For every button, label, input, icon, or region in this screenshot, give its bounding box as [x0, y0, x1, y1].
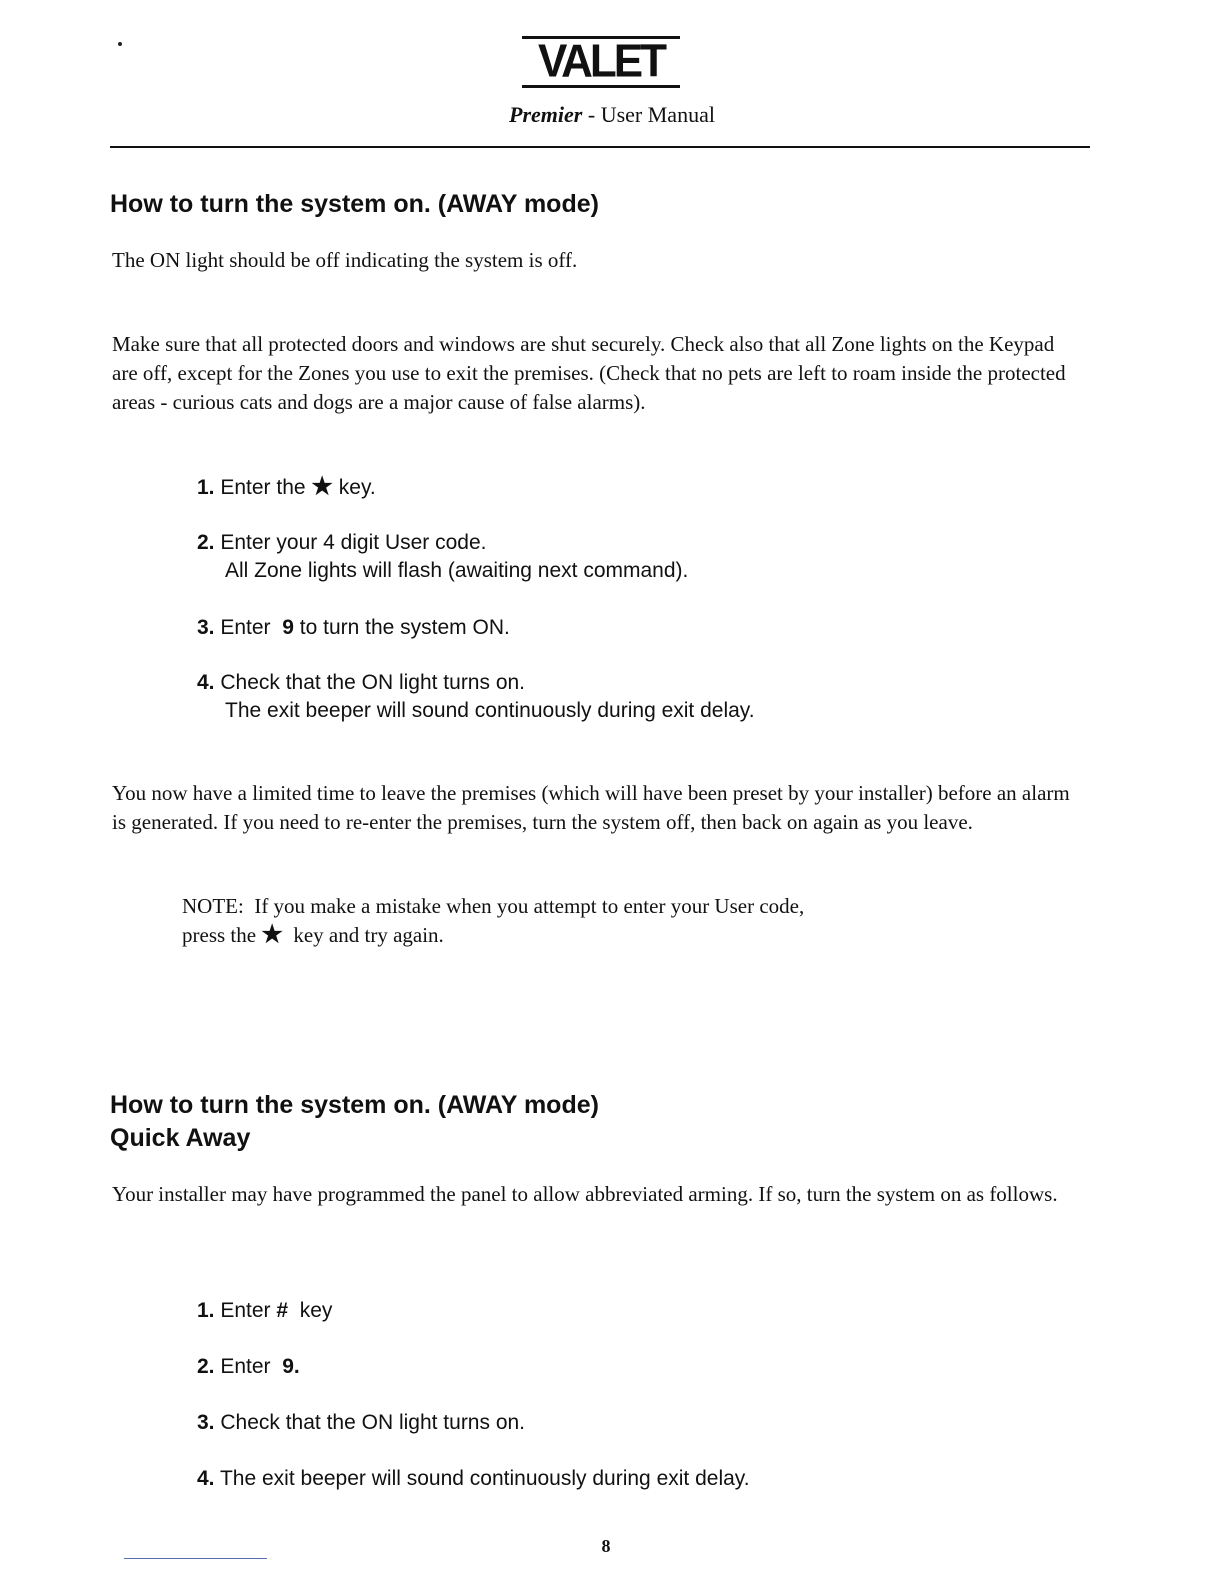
- section2-intro: Your installer may have programmed the panel to allow abbreviated arming. If so, turn the system on as follows.: [112, 1182, 1058, 1206]
- star-key-icon: ★: [311, 473, 333, 500]
- stray-dot: [118, 42, 122, 46]
- logo-text: VALET: [538, 35, 664, 88]
- step-text: Enter your 4 digit User code.: [220, 531, 487, 554]
- valet-logo: [522, 36, 680, 88]
- document-subtitle: [0, 102, 1224, 128]
- footer-line: [124, 1558, 267, 1559]
- section1-step-1: [197, 473, 1057, 502]
- section1-intro: The ON light should be off indicating the system is off.: [112, 248, 578, 272]
- step-subtext: All Zone lights will flash (awaiting next command).: [225, 559, 689, 582]
- product-name: Premier: [509, 102, 583, 127]
- step-number: 4.: [197, 1467, 215, 1490]
- step-text: key: [288, 1299, 333, 1322]
- section1-step-3: [197, 614, 1057, 642]
- note-line-1: NOTE: If you make a mistake when you attempt to enter your User code,: [182, 894, 805, 918]
- note-text: press the: [182, 923, 262, 947]
- section1-exit-info: You now have a limited time to leave the premises (which will have been preset by your installer) before an alarm is generated. If you need to re-enter the premises, turn the system off, then back on again as you leave.: [112, 781, 1070, 834]
- key-nine: 9: [282, 616, 294, 639]
- section1-step-2: [197, 529, 1057, 585]
- manual-title: User Manual: [600, 102, 715, 127]
- star-key-icon: ★: [261, 922, 283, 948]
- key-nine: 9.: [282, 1355, 300, 1378]
- note-text: key and try again.: [282, 923, 444, 947]
- step-text: Enter: [220, 1355, 283, 1378]
- section2-heading: How to turn the system on. (AWAY mode): [110, 1091, 599, 1119]
- step-number: 1.: [197, 476, 215, 499]
- section2-subheading: Quick Away: [110, 1124, 251, 1152]
- subtitle-separator: -: [582, 102, 601, 127]
- step-text: Check that the ON light turns on.: [220, 1411, 526, 1434]
- page-number: 8: [601, 1536, 611, 1556]
- section2-step-3: [197, 1409, 1057, 1437]
- section1-step-4: [197, 669, 1057, 725]
- section2-step-1: [197, 1297, 1057, 1325]
- step-number: 2.: [197, 531, 215, 554]
- step-number: 3.: [197, 616, 215, 639]
- section2-step-2: [197, 1353, 1057, 1381]
- step-text: Enter: [220, 616, 283, 639]
- section1-instructions: Make sure that all protected doors and windows are shut securely. Check also that all Zone lights on the Keypad are off, except for the Zones you use to exit the premises. (Check that no pets are left to roam inside the protected areas - curious cats and dogs are a major cause of false alarms).: [112, 332, 1066, 414]
- step-text: to turn the system ON.: [293, 616, 510, 639]
- step-number: 3.: [197, 1411, 215, 1434]
- step-text: Check that the ON light turns on.: [220, 671, 526, 694]
- note-line-2: [182, 921, 1042, 950]
- step-text: The exit beeper will sound continuously during exit delay.: [219, 1467, 750, 1490]
- section1-heading: How to turn the system on. (AWAY mode): [110, 190, 599, 218]
- section1-note: [182, 892, 1042, 950]
- hash-key-icon: #: [276, 1299, 289, 1322]
- step-number: 1.: [197, 1299, 215, 1322]
- step-text: key.: [332, 476, 376, 499]
- step-text: Enter: [220, 1299, 277, 1322]
- header-rule: [110, 146, 1090, 148]
- section2-step-4: [197, 1465, 1057, 1493]
- step-subtext: The exit beeper will sound continuously during exit delay.: [225, 699, 755, 722]
- step-text: Enter the: [220, 476, 312, 499]
- step-number: 4.: [197, 671, 215, 694]
- step-number: 2.: [197, 1355, 215, 1378]
